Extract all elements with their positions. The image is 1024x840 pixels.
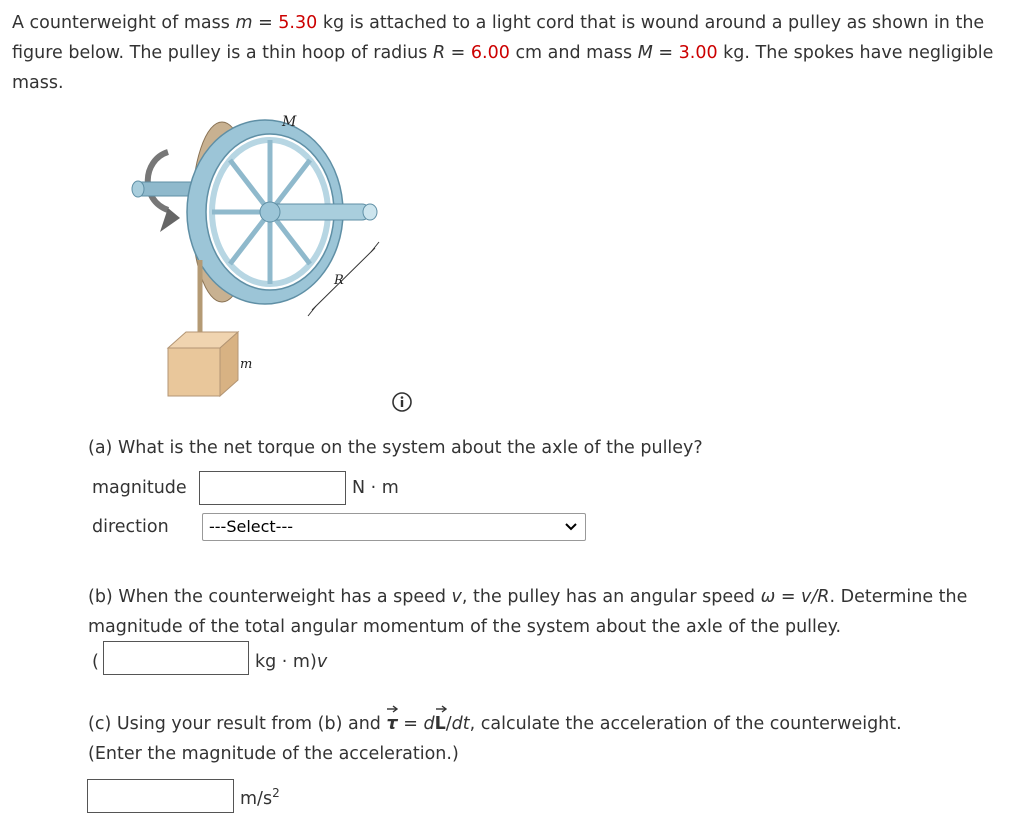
direction-select[interactable] bbox=[202, 513, 586, 541]
problem-statement bbox=[12, 8, 1016, 98]
dim-tick bbox=[308, 306, 316, 316]
acceleration-input[interactable] bbox=[87, 779, 234, 813]
dt-symbol: dt bbox=[451, 714, 470, 734]
rotation-arrow bbox=[148, 152, 168, 210]
unit-exponent: 2 bbox=[272, 786, 280, 800]
L-symbol: L bbox=[434, 714, 446, 734]
open-paren: ( bbox=[92, 652, 99, 672]
pulley-mass-value: 3.00 bbox=[678, 43, 718, 63]
vector-arrow-icon bbox=[386, 705, 398, 713]
axle-end bbox=[132, 181, 144, 197]
label-R: R bbox=[334, 273, 344, 288]
magnitude-label: magnitude bbox=[92, 478, 187, 498]
axle-right bbox=[270, 204, 370, 220]
rotation-arrowhead bbox=[160, 208, 180, 232]
torque-magnitude-input[interactable] bbox=[199, 471, 346, 505]
dim-tick bbox=[371, 242, 379, 252]
equals: = bbox=[252, 13, 279, 33]
unit-text: kg · m) bbox=[255, 652, 317, 672]
part-c-question bbox=[88, 714, 902, 734]
part-c-text: (c) Using your result from (b) and bbox=[88, 714, 387, 734]
part-c-note: (Enter the magnitude of the acceleration.) bbox=[88, 744, 459, 764]
mass-symbol: m bbox=[235, 13, 253, 33]
torque-vector bbox=[386, 714, 397, 734]
radius-value: 6.00 bbox=[470, 43, 510, 63]
part-b-question bbox=[88, 582, 1018, 642]
radius-symbol: R bbox=[432, 43, 446, 63]
unit-v: v bbox=[316, 652, 328, 672]
angular-momentum-vector bbox=[435, 714, 446, 734]
part-c-text: , calculate the acceleration of the counterweight. bbox=[469, 714, 902, 734]
acceleration-unit bbox=[240, 786, 280, 809]
intro-text: A counterweight of mass bbox=[12, 13, 236, 33]
equals: = bbox=[397, 714, 424, 734]
pulley-figure bbox=[120, 100, 420, 420]
tau-symbol: τ bbox=[386, 714, 398, 734]
angular-momentum-input[interactable] bbox=[103, 641, 249, 675]
torque-unit: N · m bbox=[352, 478, 399, 498]
info-icon[interactable] bbox=[391, 391, 413, 413]
direction-label: direction bbox=[92, 517, 169, 537]
label-M: M bbox=[282, 114, 297, 130]
angular-momentum-unit bbox=[255, 652, 327, 672]
intro-text: kg. The spokes have negligible mass. bbox=[12, 43, 994, 93]
speed-symbol: v bbox=[451, 587, 462, 607]
equals: = bbox=[775, 587, 802, 607]
slash: / bbox=[445, 714, 452, 734]
mass-value: 5.30 bbox=[278, 13, 318, 33]
axle-end bbox=[363, 204, 377, 220]
equals: = bbox=[652, 43, 679, 63]
part-b-text: , the pulley has an angular speed bbox=[461, 587, 761, 607]
block-front bbox=[168, 348, 220, 396]
pulley-diagram bbox=[120, 100, 420, 420]
pulley-mass-symbol: M bbox=[637, 43, 653, 63]
part-b-text: (b) When the counterweight has a speed bbox=[88, 587, 452, 607]
v-over-R: v/R bbox=[801, 587, 830, 607]
d-symbol: d bbox=[423, 714, 435, 734]
omega-symbol: ω bbox=[760, 587, 776, 607]
part-a-question: (a) What is the net torque on the system about the axle of the pulley? bbox=[88, 438, 703, 458]
part-b-text: . Determine the magnitude of the total angular momentum of the system about the axle of the pulley. bbox=[88, 587, 968, 637]
intro-text: kg is attached to a light cord that is wound around a pulley as shown in the figure below. The pulley is a thin hoop of radius bbox=[12, 13, 985, 63]
vector-arrow-icon bbox=[435, 705, 447, 713]
unit-text: m/s bbox=[240, 788, 273, 809]
equals: = bbox=[445, 43, 471, 63]
label-m: m bbox=[240, 357, 253, 372]
intro-text: cm and mass bbox=[509, 43, 638, 63]
hub bbox=[260, 202, 280, 222]
direction-selected: ---Select--- bbox=[209, 517, 293, 536]
chevron-down-icon bbox=[565, 523, 577, 531]
